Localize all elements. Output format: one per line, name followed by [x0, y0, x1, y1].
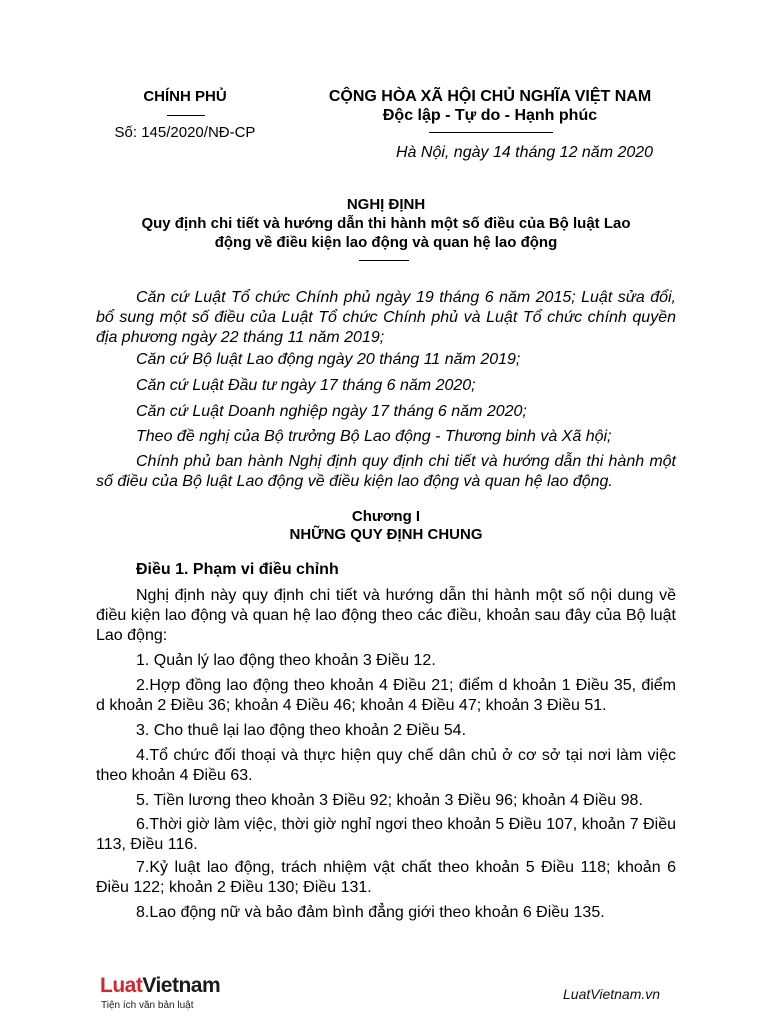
place-date: Hà Nội, ngày 14 tháng 12 năm 2020: [396, 144, 654, 161]
article-item-8: 8.Lao động nữ và bảo đảm bình đẳng giới theo khoản 6 Điều 135.: [136, 904, 605, 921]
article-item-5: 5. Tiền lương theo khoản 3 Điều 92; khoản 3 Điều 96; khoản 4 Điều 98.: [136, 792, 643, 809]
site-url[interactable]: LuatVietnam.vn: [563, 986, 661, 1002]
preamble-legal-basis-4: Căn cứ Luật Doanh nghiệp ngày 17 tháng 6 năm 2020;: [136, 403, 527, 420]
article-item-4: 4.Tổ chức đối thoại và thực hiện quy chế dân chủ ở cơ sở tại nơi làm việc theo khoản 4 Điều 63.: [96, 747, 676, 784]
article-item-1: 1. Quản lý lao động theo khoản 3 Điều 12.: [136, 652, 436, 669]
preamble-enactment: Chính phủ ban hành Nghị định quy định chi tiết và hướng dẫn thi hành một số điều của Bộ luật Lao động về điều kiện lao động và quan hệ lao động.: [96, 453, 676, 490]
motto-underline: [429, 132, 553, 133]
article-item-2: 2.Hợp đồng lao động theo khoản 4 Điều 21; điểm d khoản 1 Điều 35, điểm d khoản 2 Điều 36; khoản 4 Điều 46; khoản 4 Điều 47; khoản 3 Điều 51.: [96, 677, 676, 714]
document-number: Số: 145/2020/NĐ-CP: [114, 124, 256, 141]
national-motto: Độc lập - Tự do - Hạnh phúc: [382, 107, 598, 124]
logo-tagline: Tiện ích văn bản luật: [101, 1000, 194, 1011]
preamble-legal-basis-2: Căn cứ Bộ luật Lao động ngày 20 tháng 11 năm 2019;: [136, 351, 521, 368]
logo-text-luat: Luat: [100, 974, 143, 997]
title-line-1: Quy định chi tiết và hướng dẫn thi hành một số điều của Bộ luật Lao: [141, 215, 631, 232]
title-underline: [359, 260, 409, 261]
article-item-6: 6.Thời giờ làm việc, thời giờ nghỉ ngơi theo khoản 5 Điều 107, khoản 7 Điều 113, Điều 116.: [96, 816, 676, 853]
luatvietnam-logo: [100, 976, 220, 998]
article-intro: Nghị định này quy định chi tiết và hướng dẫn thi hành một số nội dung về điều kiện lao động và quan hệ lao động theo các điều, khoản sau đây của Bộ luật Lao động:: [96, 587, 676, 644]
republic-name: CỘNG HÒA XÃ HỘI CHỦ NGHĨA VIỆT NAM: [328, 88, 652, 105]
article-heading: Điều 1. Phạm vi điều chỉnh: [136, 561, 339, 578]
title-line-2: động về điều kiện lao động và quan hệ lao động: [214, 234, 558, 251]
preamble-legal-basis-3: Căn cứ Luật Đầu tư ngày 17 tháng 6 năm 2020;: [136, 377, 476, 394]
article-item-3: 3. Cho thuê lại lao động theo khoản 2 Điều 54.: [136, 722, 467, 739]
logo-text-vietnam: Vietnam: [142, 974, 221, 997]
chapter-name: NHỮNG QUY ĐỊNH CHUNG: [289, 526, 483, 543]
preamble-proposal: Theo đề nghị của Bộ trưởng Bộ Lao động - Thương binh và Xã hội;: [136, 428, 612, 445]
chapter-number: Chương I: [351, 508, 421, 525]
issuing-agency: CHÍNH PHỦ: [143, 88, 227, 105]
article-item-7: 7.Kỷ luật lao động, trách nhiệm vật chất theo khoản 5 Điều 118; khoản 6 Điều 122; khoản 2 Điều 130; Điều 131.: [96, 859, 676, 896]
document-type: NGHỊ ĐỊNH: [346, 196, 426, 213]
preamble-legal-basis-1: Căn cứ Luật Tổ chức Chính phủ ngày 19 tháng 6 năm 2015; Luật sửa đổi, bổ sung một số điều của Luật Tổ chức Chính phủ và Luật Tổ chức chính quyền địa phương ngày 22 tháng 11 năm 2019;: [96, 289, 676, 346]
agency-underline: [167, 115, 205, 116]
